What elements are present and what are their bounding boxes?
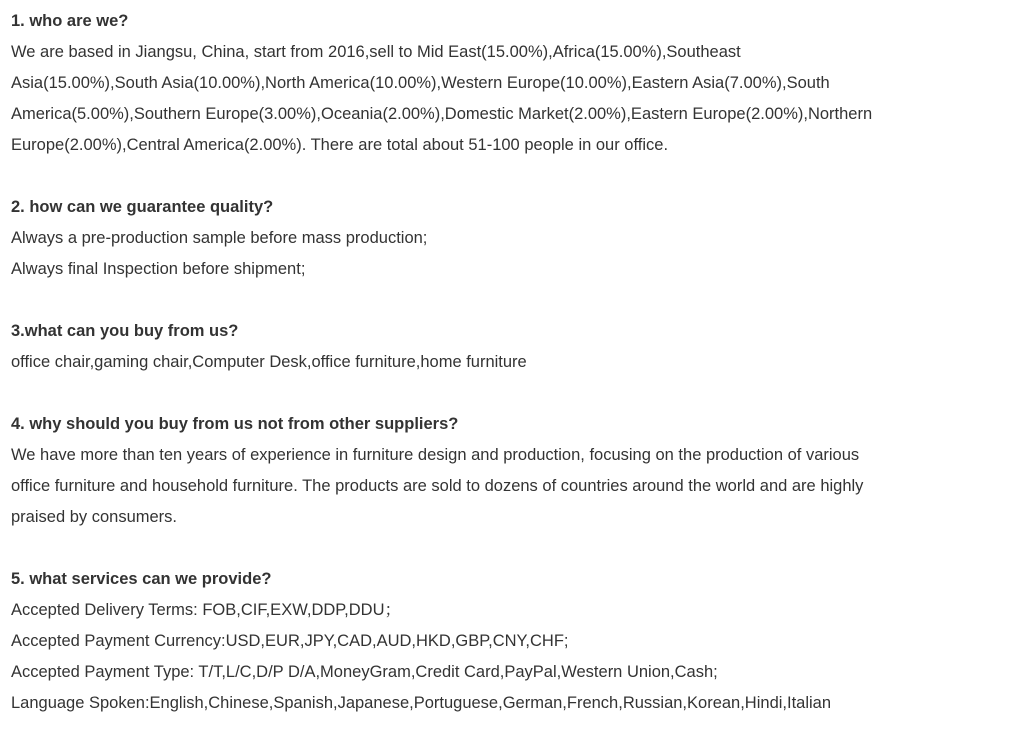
faq-question: 4. why should you buy from us not from other suppliers? — [11, 415, 459, 433]
faq-answer-line: office furniture and household furniture. The products are sold to dozens of countries around the world and are highly — [11, 477, 864, 495]
faq-section-products — [11, 316, 1021, 378]
faq-answer-line: Europe(2.00%),Central America(2.00%). There are total about 51-100 people in our office. — [11, 136, 669, 154]
faq-question: 1. who are we? — [11, 12, 129, 30]
faq-section-quality — [11, 192, 1021, 285]
faq-answer-line: office chair,gaming chair,Computer Desk,office furniture,home furniture — [11, 353, 527, 371]
faq-section-services — [11, 564, 1021, 719]
faq-answer-line: Language Spoken:English,Chinese,Spanish,Japanese,Portuguese,German,French,Russian,Korean,Hindi,Italian — [11, 694, 832, 712]
faq-answer-line: Always final Inspection before shipment; — [11, 260, 306, 278]
faq-answer-line: Asia(15.00%),South Asia(10.00%),North America(10.00%),Western Europe(10.00%),Eastern Asia(7.00%),South — [11, 74, 830, 92]
faq-question: 3.what can you buy from us? — [11, 322, 239, 340]
faq-answer-line: Accepted Payment Type: T/T,L/C,D/P D/A,MoneyGram,Credit Card,PayPal,Western Union,Cash; — [11, 663, 718, 681]
faq-answer-line: We have more than ten years of experience in furniture design and production, focusing on the production of various — [11, 446, 860, 464]
faq-answer-line: We are based in Jiangsu, China, start from 2016,sell to Mid East(15.00%),Africa(15.00%),Southeast — [11, 43, 741, 61]
faq-question: 2. how can we guarantee quality? — [11, 198, 274, 216]
faq-answer-line: Accepted Payment Currency:USD,EUR,JPY,CAD,AUD,HKD,GBP,CNY,CHF; — [11, 632, 569, 650]
faq-question: 5. what services can we provide? — [11, 570, 272, 588]
faq-answer-line: Accepted Delivery Terms: FOB,CIF,EXW,DDP,DDU； — [11, 601, 401, 619]
faq-content — [11, 6, 1021, 750]
faq-answer-line: Always a pre-production sample before mass production; — [11, 229, 428, 247]
faq-section-who-are-we — [11, 6, 1021, 161]
faq-answer-line: praised by consumers. — [11, 508, 177, 526]
faq-section-why-us — [11, 409, 1021, 533]
faq-answer-line: America(5.00%),Southern Europe(3.00%),Oceania(2.00%),Domestic Market(2.00%),Eastern Europe(2.00%),Northern — [11, 105, 873, 123]
